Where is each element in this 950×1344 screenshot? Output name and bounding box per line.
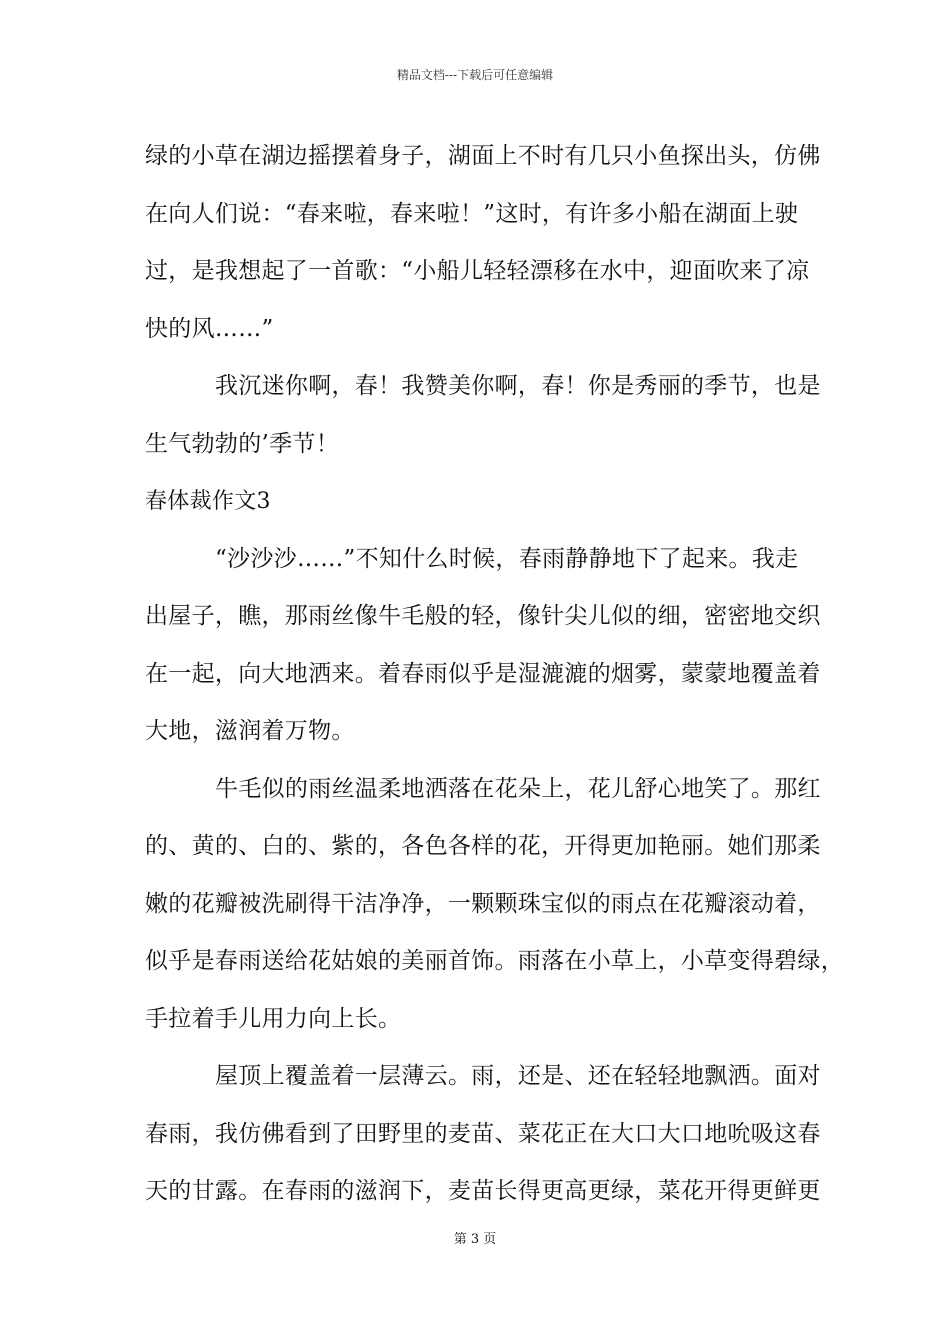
- text-line: 嫩的花瓣被洗刷得干洁净净，一颗颗珠宝似的雨点在花瓣滚动着，: [145, 890, 821, 917]
- text-line: 在向人们说：“春来啦，春来啦！”这时，有许多小船在湖面上驶: [145, 200, 799, 227]
- page-header: 精品文档---下载后可任意编辑: [396, 68, 554, 82]
- document-body: [145, 128, 844, 1221]
- text-line: 过，是我想起了一首歌：“小船儿轻轻漂移在水中，迎面吹来了凉: [145, 258, 810, 284]
- text-line: 似乎是春雨送给花姑娘的美丽首饰。雨落在小草上，小草变得碧绿，: [145, 948, 844, 974]
- paragraph-start: 我沉迷你啊，春！我赞美你啊，春！你是秀丽的季节，也是: [215, 373, 821, 399]
- paragraph-start: 屋顶上覆盖着一层薄云。雨，还是、还在轻轻地飘洒。面对: [215, 1063, 821, 1089]
- text-line: 天的甘露。在春雨的滋润下，麦苗长得更高更绿，菜花开得更鲜更: [145, 1178, 821, 1204]
- text-line: 手拉着手儿用力向上长。: [145, 1005, 402, 1032]
- text-line: 生气勃勃的’季节！: [145, 430, 340, 457]
- text-line: 出屋子，瞧，那雨丝像牛毛般的轻，像针尖儿似的细，密密地交织: [145, 603, 821, 629]
- text-line: 春雨，我仿佛看到了田野里的麦苗、菜花正在大口大口地吮吸这春: [145, 1120, 821, 1147]
- text-line: 在一起，向大地洒来。着春雨似乎是湿漉漉的烟雾，蒙蒙地覆盖着: [145, 660, 821, 687]
- section-heading: 春体裁作文3: [145, 489, 271, 514]
- text-line: 的、黄的、白的、紫的，各色各样的花，开得更加艳丽。她们那柔: [145, 833, 821, 859]
- text-line: 快的风……”: [145, 315, 274, 342]
- text-line: 大地，滋润着万物。: [145, 718, 355, 744]
- page-number: 第 3 页: [453, 1232, 497, 1247]
- paragraph-start: “沙沙沙……”不知什么时候，春雨静静地下了起来。我走: [215, 545, 799, 572]
- text-line: 绿的小草在湖边摇摆着身子，湖面上不时有几只小鱼探出头，仿佛: [145, 143, 821, 169]
- paragraph-start: 牛毛似的雨丝温柔地洒落在花朵上，花儿舒心地笑了。那红: [215, 775, 821, 802]
